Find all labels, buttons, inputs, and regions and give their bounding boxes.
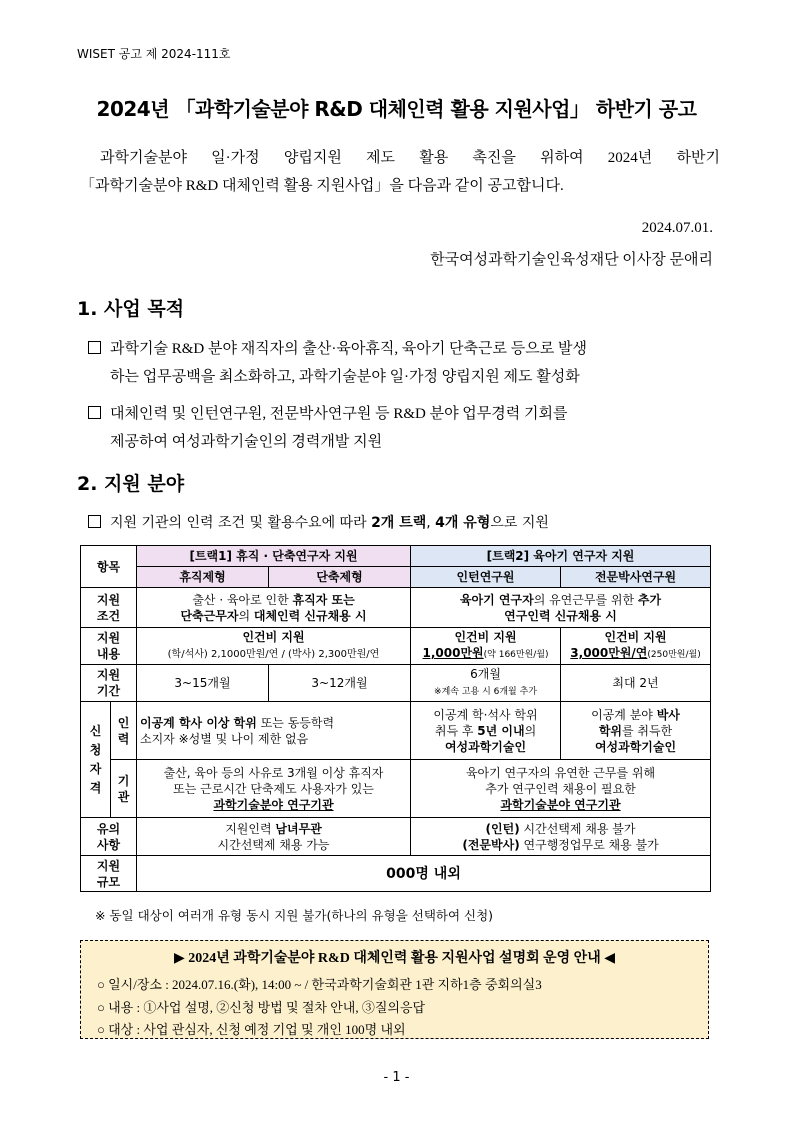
header-type2: 단축제형 (269, 567, 411, 588)
bullet-text: 대체인력 및 인턴연구원, 전문박사연구원 등 R&D 분야 업무경력 기회를 (110, 406, 568, 422)
period-intern: 6개월 ※계속 고용 시 6개월 추가 (411, 665, 561, 702)
purpose-bullet-2 (88, 400, 720, 456)
conditions-track2: 육아기 연구자의 유연근무를 위한 추가 연구인력 신규채용 시 (411, 588, 711, 628)
header-item: 항목 (81, 546, 137, 588)
briefing-schedule: ○ 일시/장소 : 2024.07.16.(화), 14:00 ~ / 한국과학기술회관 1관 지하1층 중회의실3 (97, 977, 542, 992)
period-type1: 3~15개월 (137, 665, 269, 702)
intro-line-2: 「과학기술분야 R&D 대체인력 활용 지원사업」을 다음과 같이 공고합니다. (80, 178, 564, 194)
intro-line-1: 과학기술분야 일·가정 양립지원 제도 활용 촉진을 위하여 2024년 하반기 (100, 150, 720, 166)
page-title: 2024년 「과학기술분야 R&D 대체인력 활용 지원사업」 하반기 공고 (96, 97, 697, 121)
header-type3: 인턴연구원 (411, 567, 561, 588)
period-doctoral: 최대 2년 (561, 665, 711, 702)
header-track2: [트랙2] 육아기 연구자 지원 (411, 546, 711, 567)
qualification-person-track1: 이공계 학사 이상 학위 또는 동등학력 소지자 ※성별 및 나이 제한 없음 (137, 702, 411, 760)
qualification-person-intern: 이공계 학·석사 학위 취득 후 5년 이내의 여성과학기술인 (411, 702, 561, 760)
content-track1: 인건비 지원 (학/석사) 2,1000만원/연 / (박사) 2,300만원/연 (137, 628, 411, 665)
page-number: - 1 - (383, 1070, 410, 1085)
section-title-purpose: 1. 사업 목적 (77, 298, 185, 320)
fields-bullet (88, 509, 720, 537)
header-track1: [트랙1] 휴직 · 단축연구자 지원 (137, 546, 411, 567)
caution-track1: 지원인력 남녀무관 시간선택제 채용 가능 (137, 818, 411, 856)
notice-number: WISET 공고 제 2024-111호 (77, 47, 231, 61)
section-title-fields: 2. 지원 분야 (77, 473, 185, 495)
row-label-conditions: 지원 조건 (81, 588, 137, 628)
content-intern: 인건비 지원 1,000만원(약 166만원/월) (411, 628, 561, 665)
row-label-caution: 유의 사항 (81, 818, 137, 856)
row-label-scale: 지원 규모 (81, 856, 137, 892)
checkbox-square-icon (88, 406, 101, 419)
table-note: ※ 동일 대상이 여러개 유형 동시 지원 불가(하나의 유형을 선택하여 신청) (95, 908, 494, 923)
header-type1: 휴직제형 (137, 567, 269, 588)
row-sublabel-org: 기 관 (111, 760, 137, 818)
qualification-org-track2: 육아기 연구자의 유연한 근무를 위해 추가 연구인력 채용이 필요한 과학기술분야 연구기관 (411, 760, 711, 818)
bullet-text: 과학기술 R&D 분야 재직자의 출산·육아휴직, 육아기 단축근로 등으로 발생 (110, 341, 587, 357)
briefing-target: ○ 대상 : 사업 관심자, 신청 예정 기업 및 개인 100명 내외 (97, 1022, 406, 1037)
bullet-text-cont: 제공하여 여성과학기술인의 경력개발 지원 (110, 434, 383, 450)
checkbox-square-icon (88, 341, 101, 354)
bullet-text-cont: 하는 업무공백을 최소화하고, 과학기술분야 일·가정 양립지원 제도 활성화 (110, 369, 580, 385)
row-label-qualification: 신청 자격 (81, 702, 111, 818)
briefing-info-box (80, 940, 709, 1039)
row-label-content: 지원 내용 (81, 628, 137, 665)
support-table (80, 545, 711, 892)
notice-date: 2024.07.01. (641, 220, 713, 236)
checkbox-square-icon (88, 515, 101, 528)
conditions-track1: 출산 · 육아로 인한 휴직자 또는 단축근무자의 대체인력 신규채용 시 (137, 588, 411, 628)
caution-track2: (인턴) 시간선택제 채용 불가 (전문박사) 연구행정업무로 채용 불가 (411, 818, 711, 856)
bullet-text: 지원 기관의 인력 조건 및 활용수요에 따라 (110, 515, 372, 531)
briefing-content: ○ 내용 : ①사업 설명, ②신청 방법 및 절차 안내, ③질의응답 (97, 1000, 426, 1015)
bullet-text: 으로 지원 (490, 515, 549, 531)
support-scale: 000명 내외 (137, 856, 711, 892)
qualification-org-track1: 출산, 육아 등의 사유로 3개월 이상 휴직자 또는 근로시간 단축제도 사용자가 있는 과학기술분야 연구기관 (137, 760, 411, 818)
bullet-bold: 2개 트랙 (371, 515, 427, 531)
bullet-text: , (426, 515, 436, 531)
content-doctoral: 인건비 지원 3,000만원/연(250만원/월) (561, 628, 711, 665)
period-type2: 3~12개월 (269, 665, 411, 702)
qualification-person-doctoral: 이공계 분야 박사 학위를 취득한 여성과학기술인 (561, 702, 711, 760)
row-sublabel-person: 인 력 (111, 702, 137, 760)
row-label-period: 지원 기간 (81, 665, 137, 702)
purpose-bullet-1 (88, 335, 720, 391)
signer: 한국여성과학기술인육성재단 이사장 문애리 (430, 252, 713, 268)
briefing-title: ▶ 2024년 과학기술분야 R&D 대체인력 활용 지원사업 설명회 운영 안내 ◀ (174, 951, 615, 966)
bullet-bold: 4개 유형 (435, 515, 491, 531)
header-type4: 전문박사연구원 (561, 567, 711, 588)
